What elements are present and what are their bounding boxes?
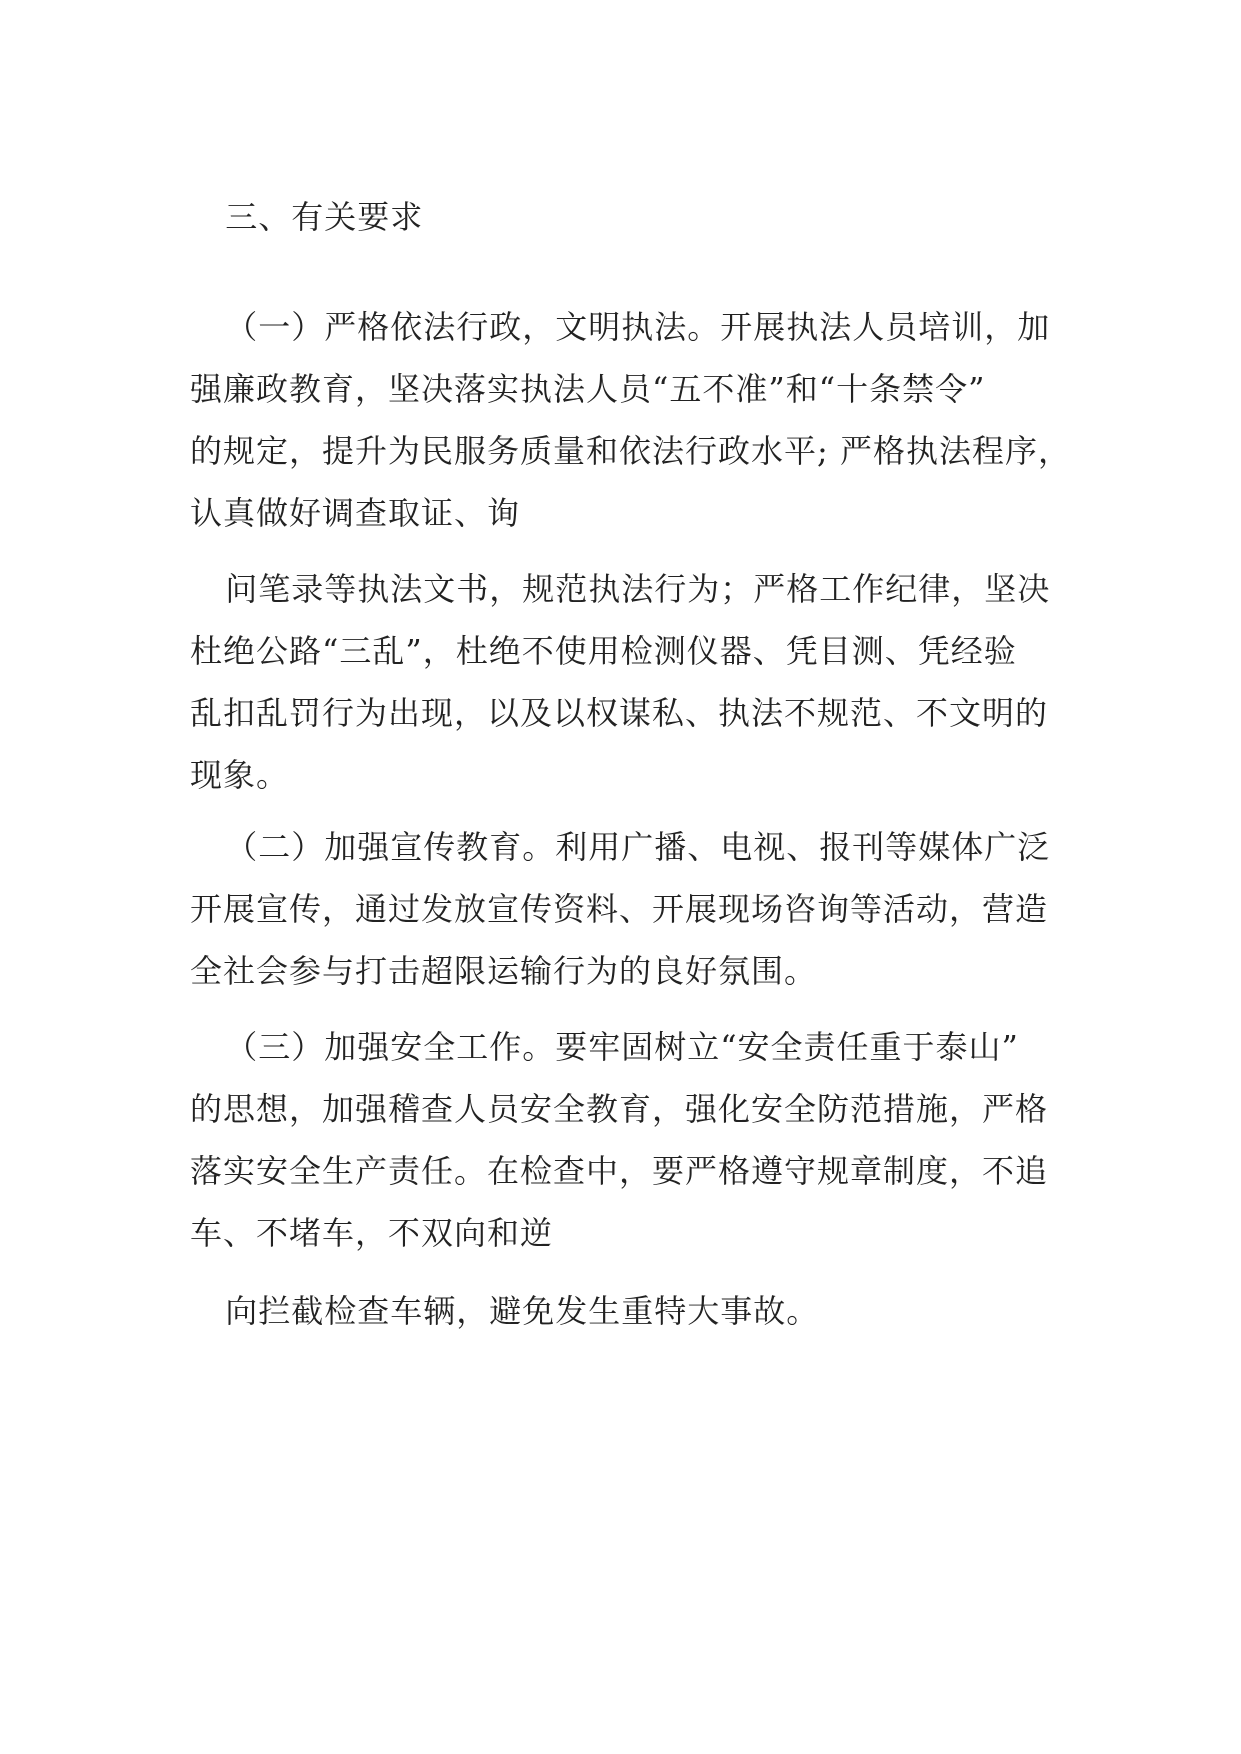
section-heading: 三、有关要求 bbox=[225, 198, 424, 236]
paragraph-3-line-1: （二）加强宣传教育。利用广播、电视、报刊等媒体广泛 bbox=[225, 828, 1051, 866]
paragraph-1-line-1: （一）严格依法行政，文明执法。开展执法人员培训，加 bbox=[225, 308, 1051, 346]
paragraph-1-line-3: 的规定，提升为民服务质量和依法行政水平; 严格执法程序， bbox=[190, 432, 1071, 470]
paragraph-1 bbox=[190, 296, 1071, 544]
paragraph-4-line-4: 车、不堵车，不双向和逆 bbox=[190, 1214, 554, 1252]
paragraph-3 bbox=[190, 816, 1050, 1002]
paragraph-2-line-2: 杜绝公路“三乱”，杜绝不使用检测仪器、凭目测、凭经验 bbox=[190, 632, 1017, 670]
paragraph-3-line-2: 开展宣传，通过发放宣传资料、开展现场咨询等活动，营造 bbox=[190, 890, 1049, 928]
paragraph-2-line-1: 问笔录等执法文书，规范执法行为；严格工作纪律，坚决 bbox=[225, 570, 1051, 608]
paragraph-5-line-1: 向拦截检查车辆，避免发生重特大事故。 bbox=[225, 1292, 820, 1330]
paragraph-2 bbox=[190, 558, 1050, 806]
paragraph-2-line-4: 现象。 bbox=[190, 756, 290, 794]
paragraph-4-line-1: （三）加强安全工作。要牢固树立“安全责任重于泰山” bbox=[225, 1028, 1019, 1066]
paragraph-3-line-3: 全社会参与打击超限运输行为的良好氛围。 bbox=[190, 952, 818, 990]
paragraph-1-line-4: 认真做好调查取证、询 bbox=[190, 494, 521, 532]
paragraph-2-line-3: 乱扣乱罚行为出现，以及以权谋私、执法不规范、不文明的 bbox=[190, 694, 1049, 732]
paragraph-5 bbox=[190, 1280, 1050, 1342]
paragraph-4-line-2: 的思想，加强稽查人员安全教育，强化安全防范措施，严格 bbox=[190, 1090, 1049, 1128]
paragraph-1-line-2: 强廉政教育，坚决落实执法人员“五不准”和“十条禁令” bbox=[190, 370, 986, 408]
paragraph-4-line-3: 落实安全生产责任。在检查中，要严格遵守规章制度，不追 bbox=[190, 1152, 1049, 1190]
paragraph-4 bbox=[190, 1016, 1050, 1264]
